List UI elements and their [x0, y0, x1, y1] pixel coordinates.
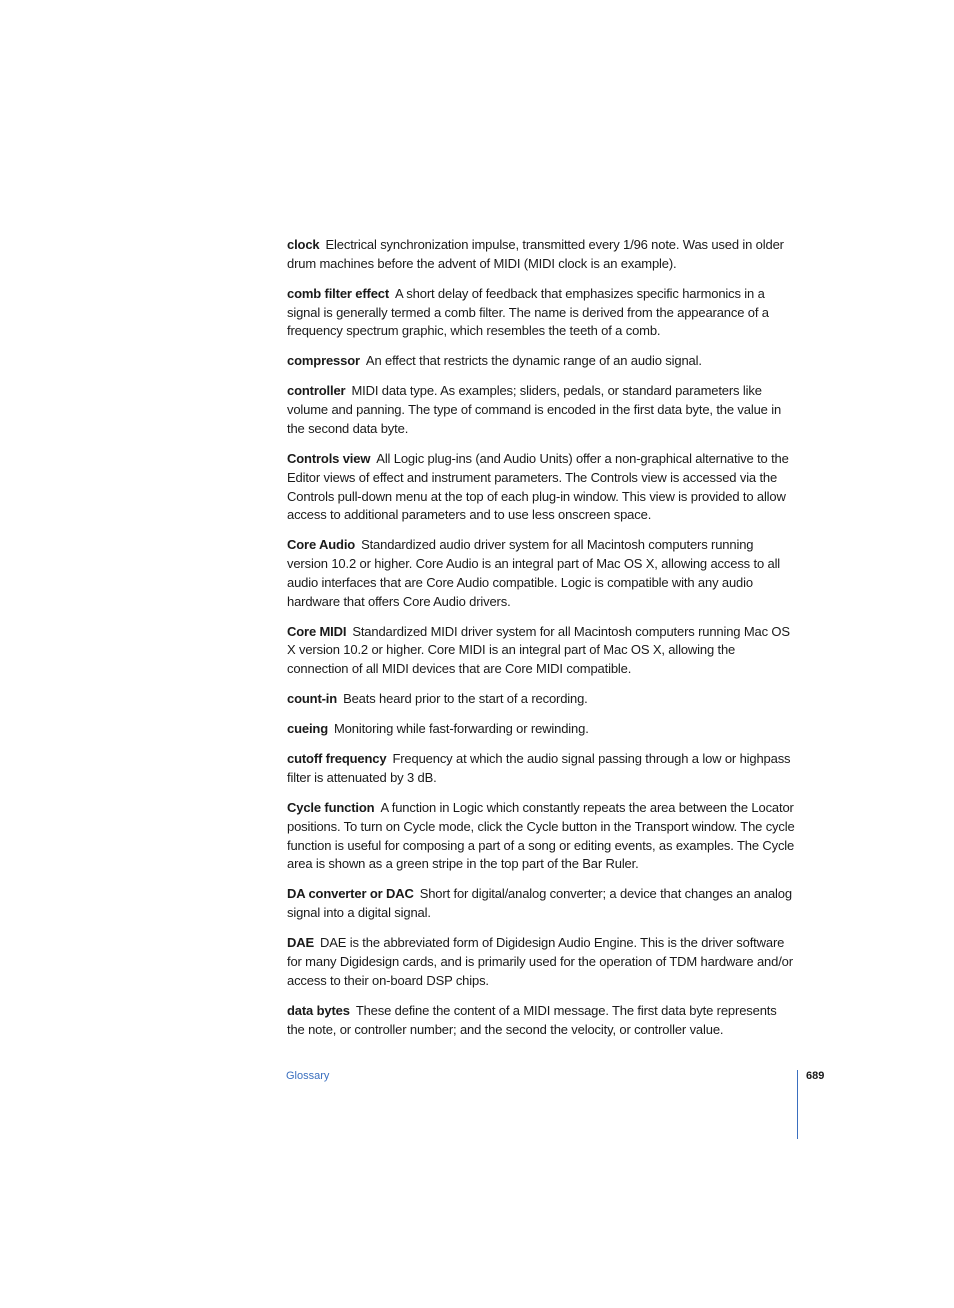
glossary-term: Controls view — [287, 450, 371, 466]
glossary-term: DA converter or DAC — [287, 886, 414, 902]
glossary-definition: MIDI data type. As examples; sliders, pedals, or standard parameters like volume and panning. The type of command is encoded in the first data byte, the value in the second data byte. — [287, 383, 782, 436]
glossary-definition: Frequency at which the audio signal passing through a low or highpass filter is attenuated by 3 dB. — [287, 751, 791, 786]
glossary-entry-cutoff-frequency — [287, 750, 797, 788]
glossary-term: comb filter effect — [287, 285, 390, 301]
glossary-definition: Standardized audio driver system for all Macintosh computers running version 10.2 or higher. Core Audio is an integral part of Mac OS X, allowing access to all audio interfaces that are Core Audio compatible. Logic is compatible with any audio hardware that offers Core Audio drivers. — [287, 537, 781, 609]
glossary-definition: Standardized MIDI driver system for all Macintosh computers running Mac OS X version 10.2 or higher. Core MIDI is an integral part of Mac OS X, allowing the connection of all MIDI devices that are Core MIDI compatible. — [287, 623, 790, 677]
glossary-term: count-in — [287, 691, 338, 707]
glossary-entry-cueing — [287, 720, 797, 739]
glossary-definition: Beats heard prior to the start of a recording. — [343, 691, 588, 707]
glossary-entries — [287, 236, 797, 1051]
glossary-entry-controller — [287, 382, 797, 438]
glossary-term: cueing — [287, 721, 328, 737]
glossary-definition: A function in Logic which constantly repeats the area between the Locator positions. To turn on Cycle mode, click the Cycle button in the Transport window. The cycle function is useful for composing a part of a song or editing events, as examples. The Cycle area is shown as a green stripe in the top part of the Bar Ruler. — [287, 800, 795, 872]
glossary-entry-da-converter — [287, 885, 797, 923]
glossary-definition: DAE is the abbreviated form of Digidesign Audio Engine. This is the driver software for many Digidesign cards, and is primarily used for the operation of TDM hardware and/or access to their on-board DSP chips. — [287, 935, 793, 988]
glossary-entry-core-audio — [287, 536, 797, 611]
glossary-term: cutoff frequency — [287, 751, 387, 767]
glossary-definition: Short for digital/analog converter; a device that changes an analog signal into a digital signal. — [287, 886, 792, 921]
glossary-definition: A short delay of feedback that emphasizes specific harmonics in a signal is generally termed a comb filter. The name is derived from the appearance of a frequency spectrum graphic, which resembles the teeth of a comb. — [287, 285, 769, 339]
glossary-definition: Monitoring while fast-forwarding or rewinding. — [334, 721, 589, 737]
glossary-term: Core MIDI — [287, 623, 347, 639]
glossary-term: data bytes — [287, 1002, 350, 1018]
glossary-definition: An effect that restricts the dynamic range of an audio signal. — [365, 353, 702, 369]
page-number: 689 — [806, 1070, 825, 1082]
glossary-definition: All Logic plug-ins (and Audio Units) offer a non-graphical alternative to the Editor views of effect and instrument parameters. The Controls view is accessed via the Controls pull-down menu at the top of each plug-in window. This view is provided to allow access to additional parameters and to use less onscreen space. — [287, 450, 789, 523]
glossary-entry-data-bytes — [287, 1002, 797, 1040]
glossary-definition: Electrical synchronization impulse, transmitted every 1/96 note. Was used in older drum machines before the advent of MIDI (MIDI clock is an example). — [287, 237, 784, 271]
glossary-entry-count-in — [287, 690, 797, 709]
glossary-term: DAE — [287, 935, 314, 951]
glossary-entry-core-midi — [287, 623, 797, 679]
glossary-definition: These define the content of a MIDI message. The first data byte represents the note, or controller number; and the second the velocity, or controller value. — [287, 1002, 777, 1037]
glossary-entry-cycle-function — [287, 799, 797, 874]
glossary-term: Cycle function — [287, 800, 375, 815]
glossary-entry-compressor — [287, 352, 797, 371]
glossary-entry-dae — [287, 934, 797, 990]
glossary-term: controller — [287, 383, 346, 399]
glossary-term: clock — [287, 237, 320, 252]
glossary-entry-clock — [287, 236, 797, 274]
footer-section-label: Glossary — [286, 1070, 330, 1082]
glossary-term: Core Audio — [287, 537, 356, 553]
glossary-entry-comb-filter-effect — [287, 285, 797, 341]
glossary-term: compressor — [287, 353, 360, 369]
footer-divider — [797, 1070, 798, 1139]
glossary-entry-controls-view — [287, 450, 797, 525]
